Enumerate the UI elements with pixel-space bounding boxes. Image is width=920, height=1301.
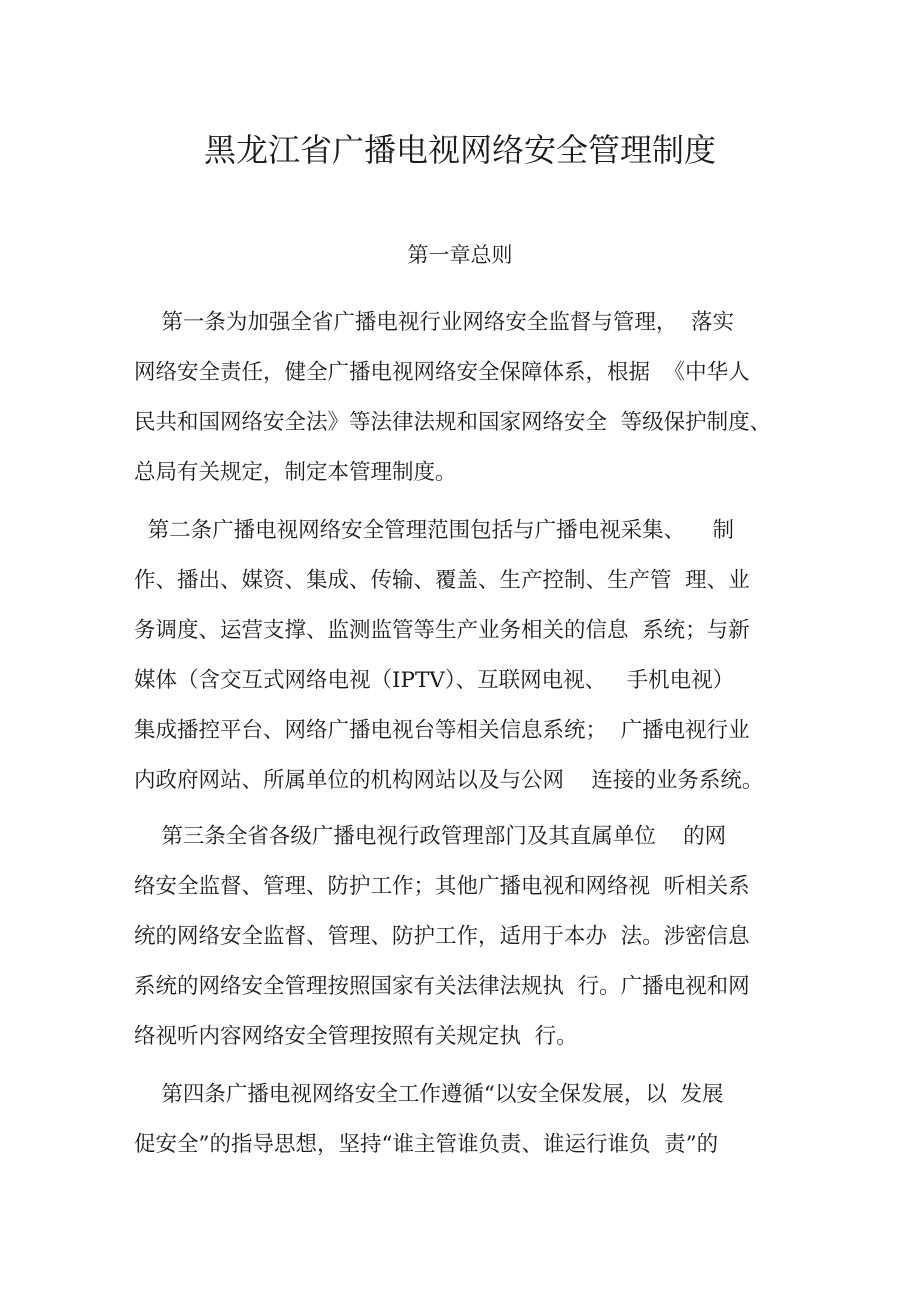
paragraph-line: 系统的网络安全管理按照国家有关法律法规执 行。广播电视和网 — [134, 974, 750, 999]
article-1-paragraph — [134, 298, 798, 498]
paragraph-line: 统的网络安全监督、管理、防护工作，适用于本办 法。涉密信息 — [134, 924, 750, 949]
paragraph-line: 第一条为加强全省广播电视行业网络安全监督与管理， 落实 — [134, 310, 735, 335]
article-3-paragraph — [134, 812, 798, 1062]
paragraph-line: 第二条广播电视网络安全管理范围包括与广播电视采集、 制 — [134, 518, 735, 543]
document-title: 黑龙江省广播电视网络安全管理制度 — [203, 131, 716, 169]
paragraph-line: 络视听内容网络安全管理按照有关规定执 行。 — [134, 1024, 578, 1049]
paragraph-line: 络安全监督、管理、防护工作；其他广播电视和网络视 听相关系 — [134, 874, 750, 899]
paragraph-line: 民共和国网络安全法》等法律法规和国家网络安全 等级保护制度、 — [134, 410, 772, 435]
paragraph-line: 第四条广播电视网络安全工作遵循“以安全保发展，以 发展 — [134, 1082, 724, 1107]
article-4-paragraph — [134, 1070, 798, 1170]
chapter-heading: 第一章总则 — [407, 243, 513, 267]
paragraph-line: 务调度、运营支撑、监测监管等生产业务相关的信息 系统；与新 — [134, 618, 750, 643]
paragraph-line: 促安全”的指导思想，坚持“谁主管谁负责、谁运行谁负 责”的 — [134, 1132, 719, 1157]
paragraph-line: 集成播控平台、网络广播电视台等相关信息系统； 广播电视行业 — [134, 718, 750, 743]
paragraph-line: 媒体（含交互式网络电视（IPTV）、互联网电视、 手机电视） — [134, 668, 735, 693]
article-2-paragraph — [134, 506, 798, 806]
paragraph-line: 第三条全省各级广播电视行政管理部门及其直属单位 的网 — [134, 824, 727, 849]
paragraph-line: 总局有关规定，制定本管理制度。 — [134, 460, 457, 485]
paragraph-line: 作、播出、媒资、集成、传输、覆盖、生产控制、生产管 理、业 — [134, 568, 750, 593]
paragraph-line: 网络安全责任，健全广播电视网络安全保障体系，根据 《中华人 — [134, 360, 750, 385]
paragraph-line: 内政府网站、所属单位的机构网站以及与公网 连接的业务系统。 — [134, 768, 764, 793]
